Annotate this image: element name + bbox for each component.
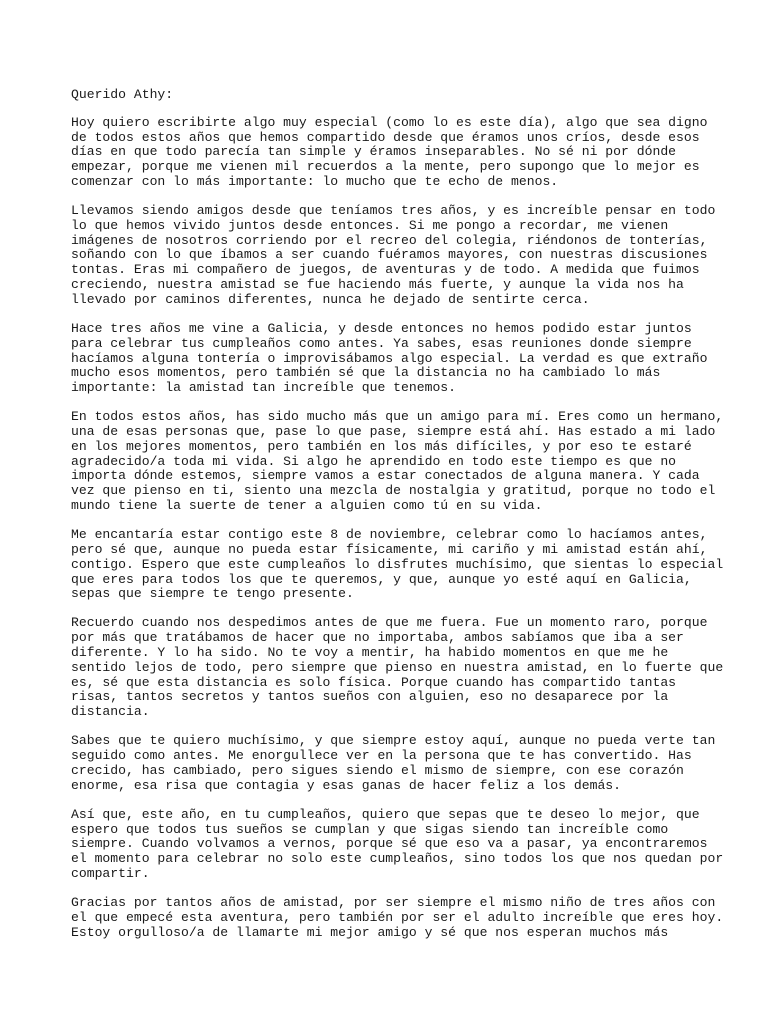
text-line: empezar, porque me vienen mil recuerdos a la mente, pero supongo que lo mejor es (71, 159, 700, 175)
text-line: Así que, este año, en tu cumpleaños, quiero que sepas que te deseo lo mejor, que (71, 806, 700, 822)
text-line: crecido, has cambiado, pero sigues siendo el mismo de siempre, con ese corazón (71, 762, 684, 778)
text-line: sentido lejos de todo, pero siempre que pienso en nuestra amistad, en lo fuerte que (71, 659, 724, 675)
text-line: Me encantaría estar contigo este 8 de noviembre, celebrar como lo hacíamos antes, (71, 527, 708, 543)
text-line: días en que todo parecía tan simple y éramos inseparables. No sé ni por dónde (71, 144, 677, 160)
text-line: pero sé que, aunque no pueda estar físicamente, mi cariño y mi amistad están ahí, (71, 541, 708, 557)
text-line: el momento para celebrar no solo este cumpleaños, sino todos los que nos quedan por (71, 851, 724, 867)
text-line: es, sé que esta distancia es solo física. Porque cuando has compartido tantas (71, 674, 677, 690)
text-line: mucho esos momentos, pero también sé que la distancia no ha cambiado lo más (71, 365, 661, 381)
letter-paragraph (71, 808, 728, 882)
letter-paragraph (71, 322, 728, 396)
letter-paragraph (71, 734, 728, 793)
text-line: importante: la amistad tan increíble que tenemos. (71, 380, 457, 396)
text-line: contigo. Espero que este cumpleaños lo disfrutes muchísimo, que sientas lo especial (71, 556, 724, 572)
text-line: diferente. Y lo ha sido. No te voy a mentir, ha habido momentos en que me he (71, 644, 669, 660)
text-line: hacíamos alguna tontería o improvisábamos algo especial. La verdad es que extraño (71, 350, 708, 366)
letter-paragraph (71, 204, 728, 308)
text-line: Sabes que te quiero muchísimo, y que siempre estoy aquí, aunque no pueda verte tan (71, 733, 716, 749)
letter-paragraph (71, 116, 728, 190)
text-line: el que empecé esta aventura, pero también por ser el adulto increíble que eres hoy. (71, 909, 724, 925)
text-line: Hoy quiero escribirte algo muy especial (como lo es este día), algo que sea digno (71, 114, 708, 130)
text-line: creciendo, nuestra amistad se fue haciendo más fuerte, y aunque la vida nos ha (71, 277, 684, 293)
text-line: lo que hemos vivido juntos desde entonces. Si me pongo a recordar, me vienen (71, 217, 669, 233)
text-line: seguido como antes. Me enorgullece ver en la persona que te has convertido. Has (71, 748, 692, 764)
letter-paragraph (71, 410, 728, 514)
text-line: Recuerdo cuando nos despedimos antes de que me fuera. Fue un momento raro, porque (71, 615, 708, 631)
text-line: distancia. (71, 704, 150, 720)
text-line: en los mejores momentos, pero también en los más difíciles, y por eso te estaré (71, 438, 692, 454)
letter-paragraph (71, 528, 728, 602)
text-line: imágenes de nosotros corriendo por el recreo del colegia, riéndonos de tonterías, (71, 232, 708, 248)
text-line: En todos estos años, has sido mucho más que un amigo para mí. Eres como un hermano, (71, 409, 724, 425)
text-line: comenzar con lo más importante: lo mucho que te echo de menos. (71, 173, 559, 189)
text-line: de todos estos años que hemos compartido desde que éramos unos críos, desde esos (71, 129, 700, 145)
letter-body (71, 116, 728, 941)
text-line: Llevamos siendo amigos desde que teníamos tres años, y es increíble pensar en todo (71, 203, 716, 219)
text-line: Hace tres años me vine a Galicia, y desde entonces no hemos podido estar juntos (71, 320, 692, 336)
text-line: que eres para todos los que te queremos, y que, aunque yo esté aquí en Galicia, (71, 571, 692, 587)
text-line: una de esas personas que, pase lo que pase, siempre está ahí. Has estado a mi lado (71, 424, 716, 440)
text-line: vez que pienso en ti, siento una mezcla de nostalgia y gratitud, porque no todo el (71, 483, 716, 499)
text-line: por más que tratábamos de hacer que no importaba, ambos sabíamos que iba a ser (71, 630, 684, 646)
text-line: soñando con lo que íbamos a ser cuando fuéramos mayores, con nuestras discusiones (71, 247, 708, 263)
text-line: importa dónde estemos, siempre vamos a estar conectados de alguna manera. Y cada (71, 468, 700, 484)
text-line: llevado por caminos diferentes, nunca he dejado de sentirte cerca. (71, 291, 590, 307)
letter-paragraph (71, 896, 728, 940)
text-line: risas, tantos secretos y tantos sueños con alguien, eso no desaparece por la (71, 689, 669, 705)
letter-paragraph (71, 616, 728, 720)
text-line: Gracias por tantos años de amistad, por ser siempre el mismo niño de tres años con (71, 895, 716, 911)
letter-greeting: Querido Athy: (71, 87, 174, 102)
text-line: mundo tiene la suerte de tener a alguien como tú en su vida. (71, 498, 543, 514)
text-line: Estoy orgulloso/a de llamarte mi mejor amigo y sé que nos esperan muchos más (71, 924, 669, 940)
text-line: sepas que siempre te tengo presente. (71, 586, 354, 602)
text-line: para celebrar tus cumpleaños como antes. Ya sabes, esas reuniones donde siempre (71, 335, 692, 351)
text-line: compartir. (71, 865, 150, 881)
text-line: tontas. Eras mi compañero de juegos, de aventuras y de todo. A medida que fuimos (71, 262, 700, 278)
text-line: agradecido/a toda mi vida. Si algo he aprendido en todo este tiempo es que no (71, 453, 677, 469)
text-line: espero que todos tus sueños se cumplan y que sigas siendo tan increíble como (71, 821, 669, 837)
text-line: siempre. Cuando volvamos a vernos, porque sé que eso va a pasar, ya encontraremos (71, 836, 708, 852)
text-line: enorme, esa risa que contagia y esas ganas de hacer feliz a los demás. (71, 777, 622, 793)
